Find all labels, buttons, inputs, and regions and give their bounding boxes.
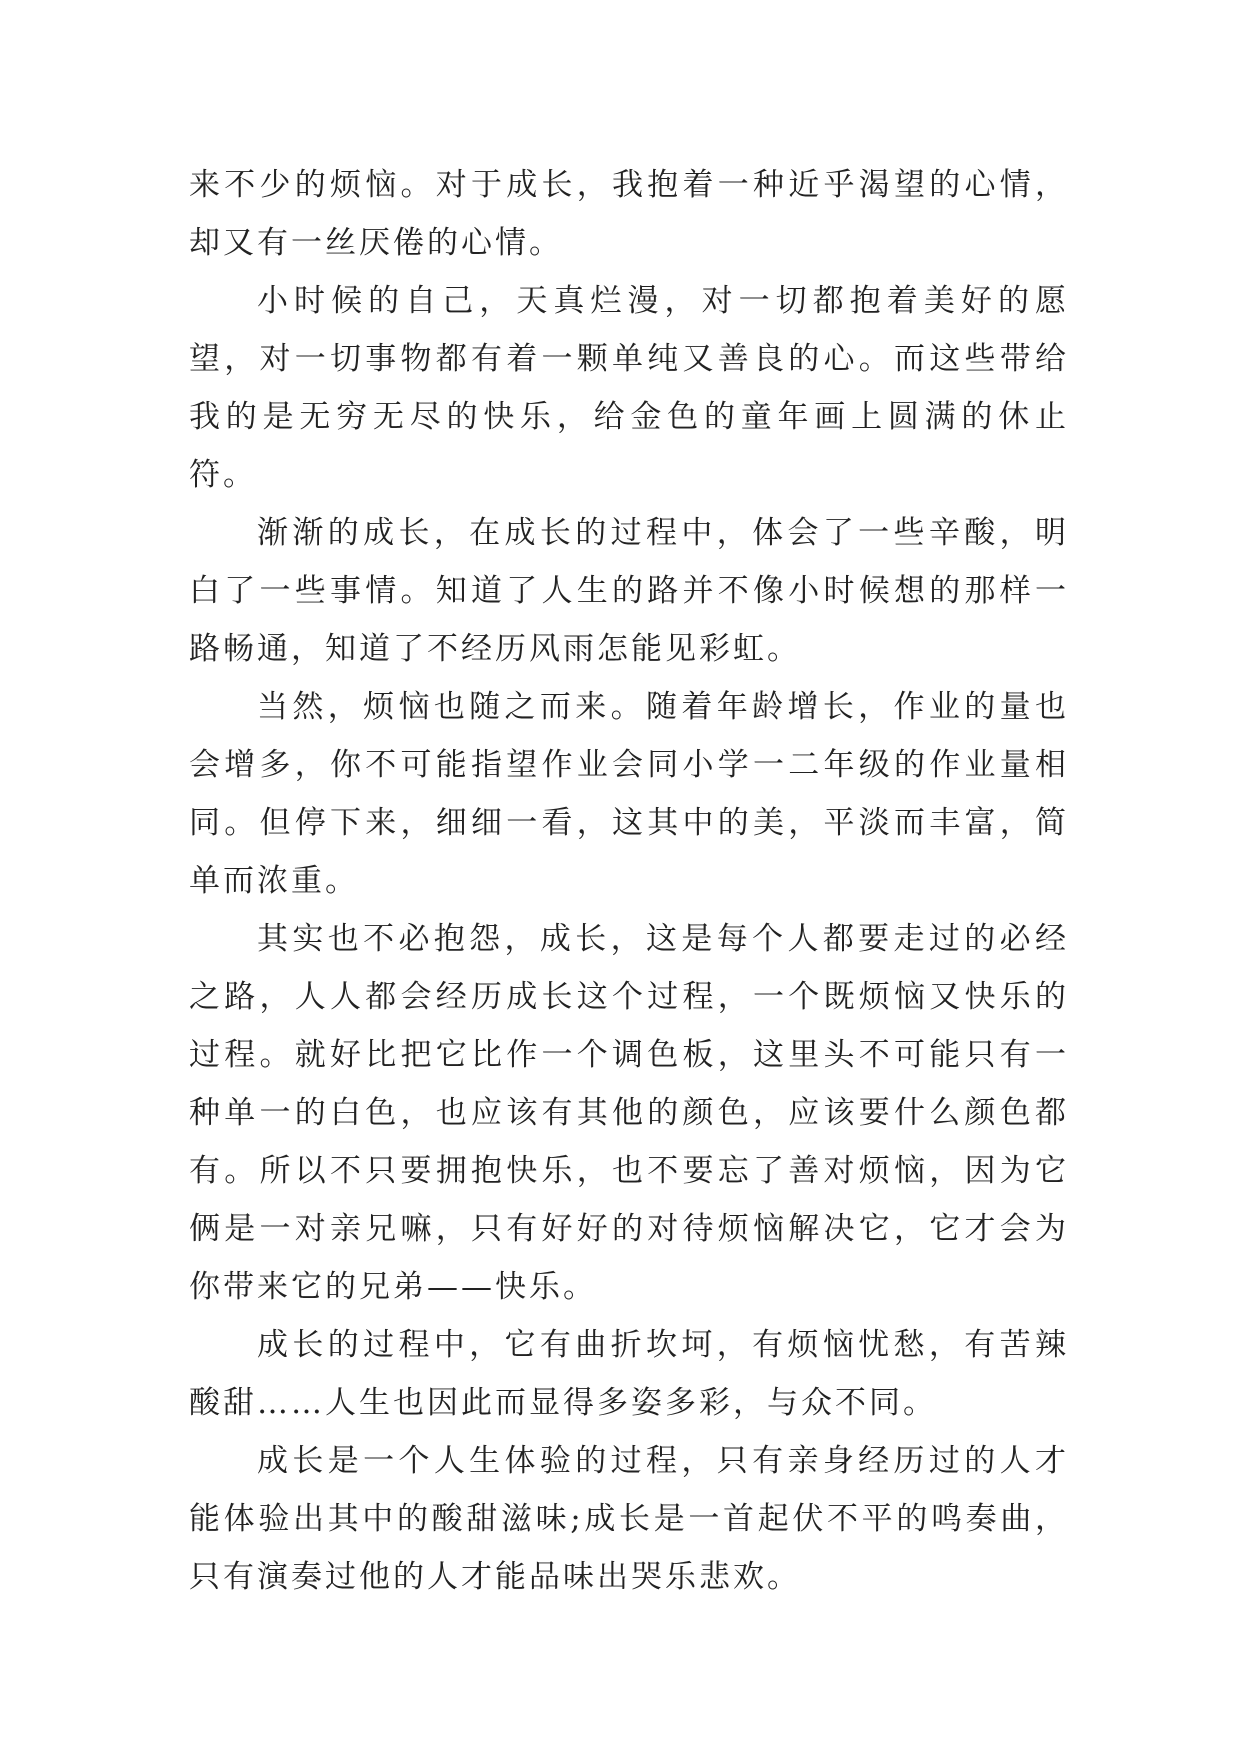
paragraph-growing-up: 渐渐的成长，在成长的过程中，体会了一些辛酸，明白了一些事情。知道了人生的路并不像小时候想的那样一路畅通，知道了不经历风雨怎能见彩虹。 [189,515,1069,667]
paragraph-continued: 来不少的烦恼。对于成长，我抱着一种近乎渴望的心情，却又有一丝厌倦的心情。 [189,167,1069,261]
paragraph-palette: 其实也不必抱怨，成长，这是每个人都要走过的必经之路，人人都会经历成长这个过程，一个既烦恼又快乐的过程。就好比把它比作一个调色板，这里头不可能只有一种单一的白色，也应该有其他的颜色，应该要什么颜色都有。所以不只要拥抱快乐，也不要忘了善对烦恼，因为它俩是一对亲兄嘛，只有好好的对待烦恼解决它，它才会为你带来它的兄弟——快乐。 [189,921,1069,1305]
document-body [189,156,1069,1606]
paragraph-hardships: 成长的过程中，它有曲折坎坷，有烦恼忧愁，有苦辣酸甜……人生也因此而显得多姿多彩，与众不同。 [189,1327,1069,1421]
paragraph-childhood: 小时候的自己，天真烂漫，对一切都抱着美好的愿望，对一切事物都有着一颗单纯又善良的心。而这些带给我的是无穷无尽的快乐，给金色的童年画上圆满的休止符。 [189,283,1069,493]
paragraph-conclusion: 成长是一个人生体验的过程，只有亲身经历过的人才能体验出其中的酸甜滋味;成长是一首起伏不平的鸣奏曲，只有演奏过他的人才能品味出哭乐悲欢。 [189,1443,1069,1595]
paragraph-worries: 当然，烦恼也随之而来。随着年龄增长，作业的量也会增多，你不可能指望作业会同小学一二年级的作业量相同。但停下来，细细一看，这其中的美，平淡而丰富，简单而浓重。 [189,689,1069,899]
